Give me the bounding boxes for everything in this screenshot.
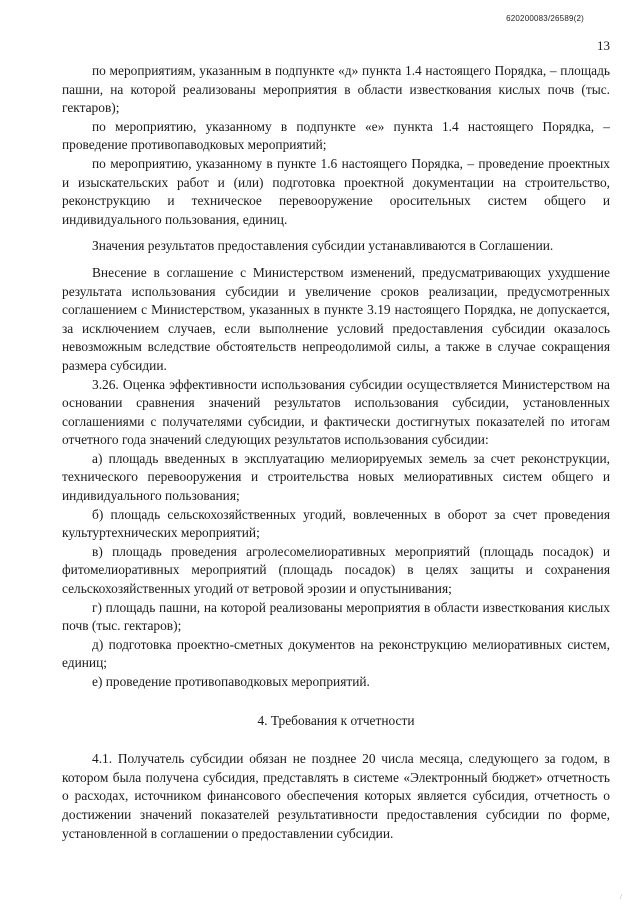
page-number: 13	[597, 38, 610, 53]
list-item: д) подготовка проектно-сметных документов на реконструкцию мелиоративных систем, единиц;	[62, 636, 610, 671]
document-code: 620200083/26589(2)	[506, 14, 584, 23]
document-body	[62, 62, 610, 843]
paragraph: 3.26. Оценка эффективности использования субсидии осуществляется Министерством на основании сравнения значений результатов использования субсидии, установленных соглашениями с получателями субсидии, и фактически достигнутых показателей по итогам отчетного года значений следующих результатов использования субсидии:	[62, 376, 610, 448]
section-heading: 4. Требования к отчетности	[257, 712, 415, 728]
list-item: е) проведение противопаводковых мероприятий.	[92, 674, 370, 689]
paragraph: Значения результатов предоставления субсидии устанавливаются в Соглашении.	[92, 238, 554, 254]
list-item: в) площадь проведения агролесомелиоративных мероприятий (площадь посадок) и фитомелиоративных мероприятий (площадь посадок) в целях защиты и сохранения сельскохозяйственных угодий от ветровой эрозии и опустынивания;	[62, 543, 610, 597]
list-item: а) площадь введенных в эксплуатацию мелиорируемых земель за счет реконструкции, технического перевооружения и строительства новых мелиоративных систем общего и индивидуального пользования;	[62, 450, 610, 504]
paragraph: по мероприятию, указанному в пункте 1.6 настоящего Порядка, – проведение проектных и изыскательских работ и (или) подготовка проектной документации на строительство, реконструкцию и техническое перевооружение оросительных систем общего и индивидуального пользования, единиц.	[62, 155, 610, 227]
list-item: б) площадь сельскохозяйственных угодий, вовлеченных в оборот за счет проведения культуртехнических мероприятий;	[62, 506, 610, 541]
paragraph: по мероприятиям, указанным в подпункте «д» пункта 1.4 настоящего Порядка, – площадь пашни, на которой реализованы мероприятия в области известкования кислых почв (тыс. гектаров);	[62, 63, 610, 116]
paragraph: по мероприятию, указанному в подпункте «е» пункта 1.4 настоящего Порядка, – проведение противопаводковых мероприятий;	[62, 118, 610, 153]
scan-mark: /	[620, 893, 622, 901]
paragraph: Внесение в соглашение с Министерством изменений, предусматривающих ухудшение результата использования субсидии и увеличение сроков реализации, предусмотренных соглашением с Министерством, указанных в пункте 3.19 настоящего Порядка, не допускается, за исключением случаев, если выполнение условий предоставления субсидии оказалось невозможным вследствие обстоятельств непреодолимой силы, а также в случае сокращения размера субсидии.	[62, 264, 610, 373]
list-item: г) площадь пашни, на которой реализованы мероприятия в области известкования кислых почв (тыс. гектаров);	[62, 599, 610, 634]
paragraph: 4.1. Получатель субсидии обязан не позднее 20 числа месяца, следующего за годом, в котором была получена субсидия, представлять в системе «Электронный бюджет» отчетность о расходах, источником финансового обеспечения которых является субсидия, отчетность о достижении значений показателей результативности предоставления субсидии по форме, установленной в соглашении о предоставлении субсидии.	[62, 751, 610, 841]
